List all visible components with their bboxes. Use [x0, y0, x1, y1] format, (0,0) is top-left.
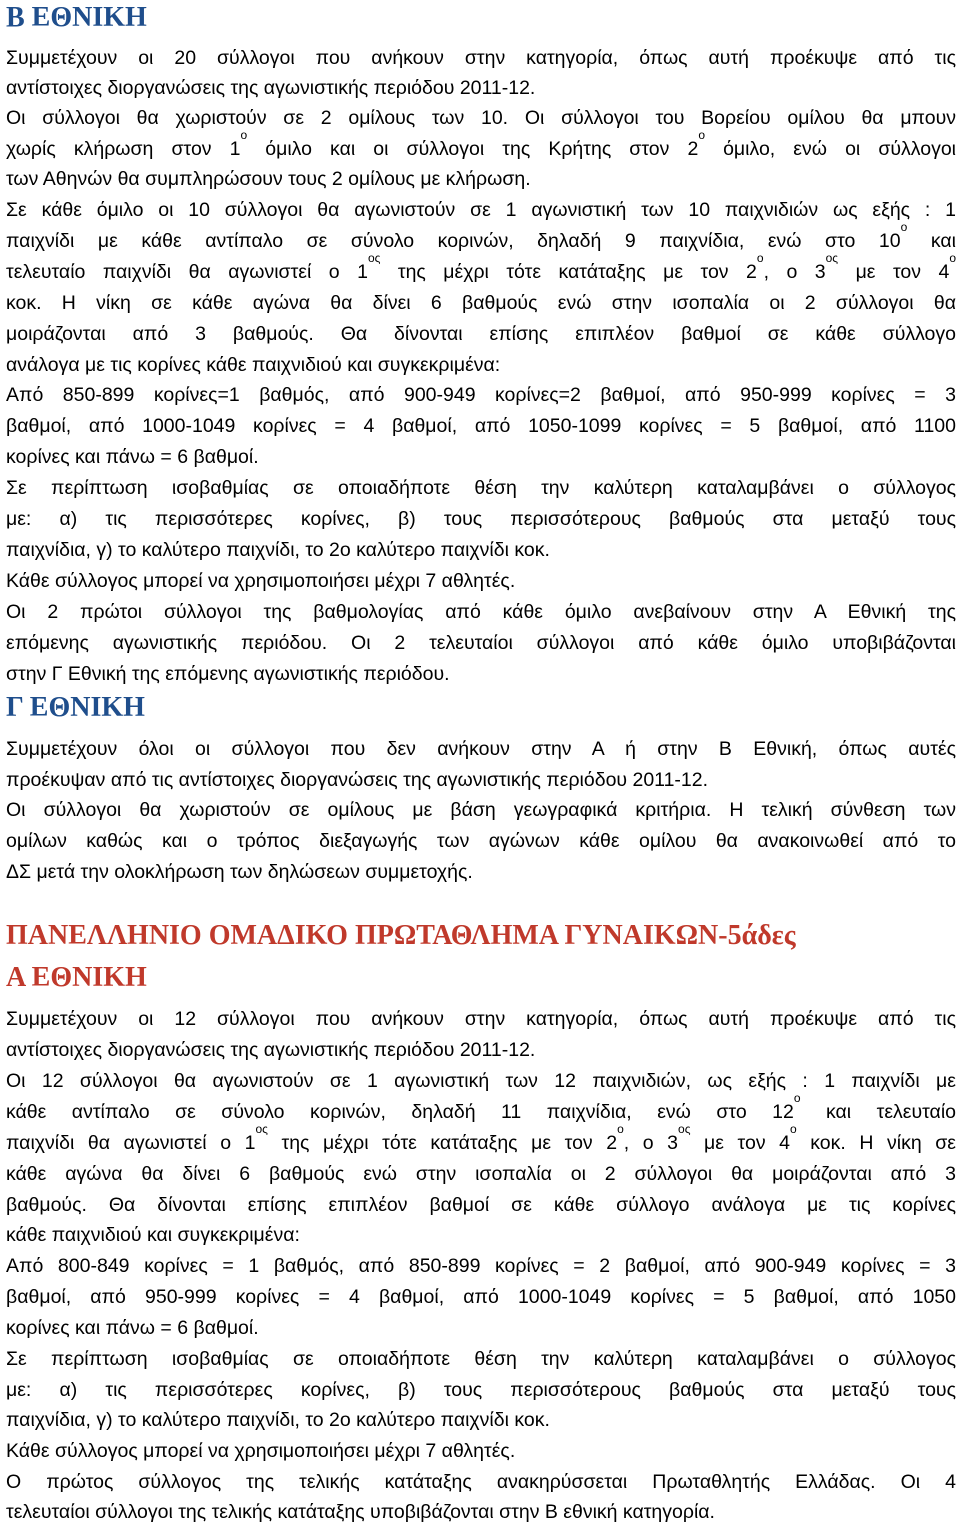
heading-panellinio: ΠΑΝΕΛΛΗΝΙΟ ΟΜΑΔΙΚΟ ΠΡΩΤΑΘΛΗΜΑ ΓΥΝΑΙΚΩΝ-5άδες: [6, 920, 796, 951]
superscript: ο: [756, 251, 764, 265]
superscript: ο: [793, 1091, 801, 1105]
paragraph-line: με: α) τις περισσότερες κορίνες, β) τους περισσότερους βαθμούς στα μεταξύ τους: [6, 1379, 956, 1401]
heading-g-ethniki: Γ ΕΘΝΙΚΗ: [6, 692, 145, 723]
text-run: με τον 4: [690, 1132, 790, 1154]
superscript: ο: [900, 220, 908, 234]
paragraph-line: Ο πρώτος σύλλογος της τελικής κατάταξης ανακηρύσσεται Πρωταθλητής Ελλάδας. Οι 4: [6, 1471, 956, 1493]
text-run: , ο 3: [763, 261, 826, 283]
text-run: και: [907, 230, 956, 252]
paragraph-line: κάθε παιχνιδιού και συγκεκριμένα:: [6, 1224, 300, 1246]
paragraph-line: Οι σύλλογοι θα χωριστούν σε 2 ομίλους των 10. Οι σύλλογοι του Βορείου ομίλου θα μπουν: [6, 107, 956, 129]
paragraph-line: βαθμοί, από 1000-1049 κορίνες = 4 βαθμοί, από 1050-1099 κορίνες = 5 βαθμοί, από 1100: [6, 415, 956, 437]
paragraph-line: Οι 12 σύλλογοι θα αγωνιστούν σε 1 αγωνιστική των 12 παιχνιδιών, ως εξής : 1 παιχνίδι με: [6, 1070, 956, 1092]
text-run: της μέχρι τότε κατάταξης με τον 2: [267, 1132, 618, 1154]
text-run: με τον 4: [838, 261, 950, 283]
superscript: ος: [367, 251, 381, 265]
text-run: παιχνίδι με κάθε αντίπαλο σε σύνολο κορινών, δηλαδή 9 παιχνίδια, ενώ στο 10: [6, 230, 901, 252]
paragraph-line: παιχνίδια, γ) το καλύτερο παιχνίδι, το 2ο καλύτερο παιχνίδι κοκ.: [6, 1409, 550, 1431]
paragraph-line: [6, 251, 956, 287]
paragraph-line: Από 850-899 κορίνες=1 βαθμός, από 900-949 κορίνες=2 βαθμοί, από 950-999 κορίνες = 3: [6, 384, 956, 406]
text-run: κάθε αντίπαλο σε σύνολο κορινών, δηλαδή 11 παιχνίδια, ενώ στο 12: [6, 1101, 794, 1123]
paragraph-line: Σε περίπτωση ισοβαθμίας σε οποιαδήποτε θέση την καλύτερη καταλαμβάνει ο σύλλογος: [6, 477, 956, 499]
paragraph-line: Συμμετέχουν οι 12 σύλλογοι που ανήκουν στην κατηγορία, όπως αυτή προέκυψε από τις: [6, 1008, 956, 1030]
superscript: ο: [790, 1122, 797, 1136]
text-run: τελευταίο παιχνίδι θα αγωνιστεί ο 1: [6, 261, 368, 283]
paragraph-line: βαθμούς. Θα δίνονται επίσης επιπλέον βαθμοί σε κάθε σύλλογο ανάλογα με τις κορίνες: [6, 1194, 956, 1216]
text-run: , ο 3: [623, 1132, 679, 1154]
paragraph-line: [6, 128, 957, 164]
paragraph-line: [6, 1091, 956, 1127]
paragraph-line: ομίλων καθώς και ο τρόπος διεξαγωγής των αγώνων κάθε ομίλου θα ανακοινωθεί από το: [6, 830, 956, 852]
paragraph-line: αντίστοιχες διοργανώσεις της αγωνιστικής περιόδου 2011-12.: [6, 77, 536, 99]
paragraph-line: Οι 2 πρώτοι σύλλογοι της βαθμολογίας από κάθε όμιλο ανεβαίνουν στην Α Εθνική της: [6, 601, 956, 623]
superscript: ο: [240, 128, 248, 142]
paragraph-line: κάθε αγώνα θα δίνει 6 βαθμούς ενώ στην ισοπαλία οι 2 σύλλογοι θα μοιράζονται από 3: [6, 1163, 956, 1185]
paragraph-line: προέκυψαν από τις αντίστοιχες διοργανώσεις της αγωνιστικής περιόδου 2011-12.: [6, 769, 709, 791]
superscript: ο: [617, 1122, 624, 1136]
paragraph-line: μοιράζονται από 3 βαθμούς. Θα δίνονται επίσης επιπλέον βαθμοί σε κάθε σύλλογο: [6, 323, 956, 345]
superscript: ος: [825, 251, 839, 265]
paragraph-line: κορίνες και πάνω = 6 βαθμοί.: [6, 446, 259, 468]
paragraph-line: [6, 220, 956, 256]
text-run: και τελευταίο: [800, 1101, 956, 1123]
text-run: χωρίς κλήρωση στον 1: [6, 138, 241, 160]
paragraph-line: αντίστοιχες διοργανώσεις της αγωνιστικής περιόδου 2011-12.: [6, 1039, 536, 1061]
paragraph-line: Κάθε σύλλογος μπορεί να χρησιμοποιήσει μέχρι 7 αθλητές.: [6, 1440, 516, 1462]
paragraph-line: Συμμετέχουν όλοι οι σύλλογοι που δεν ανήκουν στην Α ή στην Β Εθνική, όπως αυτές: [6, 738, 956, 760]
paragraph-line: κοκ. Η νίκη σε κάθε αγώνα θα δίνει 6 βαθμούς ενώ στην ισοπαλία οι 2 σύλλογοι θα: [6, 292, 956, 314]
paragraph-line: παιχνίδια, γ) το καλύτερο παιχνίδι, το 2ο καλύτερο παιχνίδι κοκ.: [6, 539, 550, 561]
paragraph-line: με: α) τις περισσότερες κορίνες, β) τους περισσότερους βαθμούς στα μεταξύ τους: [6, 508, 956, 530]
text-run: παιχνίδι θα αγωνιστεί ο 1: [6, 1132, 256, 1154]
superscript: ος: [678, 1122, 691, 1136]
paragraph-line: [6, 1122, 956, 1158]
paragraph-line: Σε περίπτωση ισοβαθμίας σε οποιαδήποτε θέση την καλύτερη καταλαμβάνει ο σύλλογος: [6, 1348, 956, 1370]
paragraph-line: Από 800-849 κορίνες = 1 βαθμός, από 850-899 κορίνες = 2 βαθμοί, από 900-949 κορίνες = 3: [6, 1255, 956, 1277]
text-run: όμιλο και οι σύλλογοι της Κρήτης στον 2: [247, 138, 699, 160]
superscript: ο: [949, 251, 956, 265]
paragraph-line: ΔΣ μετά την ολοκλήρωση των δηλώσεων συμμετοχής.: [6, 861, 473, 883]
paragraph-line: τελευταίοι σύλλογοι της τελικής κατάταξης υποβιβάζονται στην Β εθνική κατηγορία.: [6, 1501, 715, 1523]
superscript: ο: [698, 128, 705, 142]
paragraph-line: Σε κάθε όμιλο οι 10 σύλλογοι θα αγωνιστούν σε 1 αγωνιστική των 10 παιχνιδιών ως εξής : 1: [6, 199, 956, 221]
heading-a-ethniki: Α ΕΘΝΙΚΗ: [6, 962, 147, 993]
paragraph-line: των Αθηνών θα συμπληρώσουν τους 2 ομίλους με κλήρωση.: [6, 168, 531, 190]
paragraph-line: Κάθε σύλλογος μπορεί να χρησιμοποιήσει μέχρι 7 αθλητές.: [6, 570, 516, 592]
paragraph-line: ανάλογα με τις κορίνες κάθε παιχνιδιού και συγκεκριμένα:: [6, 354, 501, 376]
paragraph-line: Οι σύλλογοι θα χωριστούν σε ομίλους με βάση γεωγραφικά κριτήρια. Η τελική σύνθεση των: [6, 799, 956, 821]
paragraph-line: κορίνες και πάνω = 6 βαθμοί.: [6, 1317, 259, 1339]
text-run: της μέχρι τότε κατάταξης με τον 2: [380, 261, 757, 283]
paragraph-line: Συμμετέχουν οι 20 σύλλογοι που ανήκουν στην κατηγορία, όπως αυτή προέκυψε από τις: [6, 47, 956, 69]
text-run: κοκ. Η νίκη σε: [796, 1132, 956, 1154]
paragraph-line: επόμενης αγωνιστικής περιόδου. Οι 2 τελευταίοι σύλλογοι από κάθε όμιλο υποβιβάζονται: [6, 632, 956, 654]
superscript: ος: [255, 1122, 268, 1136]
text-run: όμιλο, ενώ οι σύλλογοι: [705, 138, 957, 160]
paragraph-line: βαθμοί, από 950-999 κορίνες = 4 βαθμοί, από 1000-1049 κορίνες = 5 βαθμοί, από 1050: [6, 1286, 956, 1308]
heading-b-ethniki: Β ΕΘΝΙΚΗ: [6, 2, 147, 33]
paragraph-line: στην Γ Εθνική της επόμενης αγωνιστικής περιόδου.: [6, 663, 450, 685]
